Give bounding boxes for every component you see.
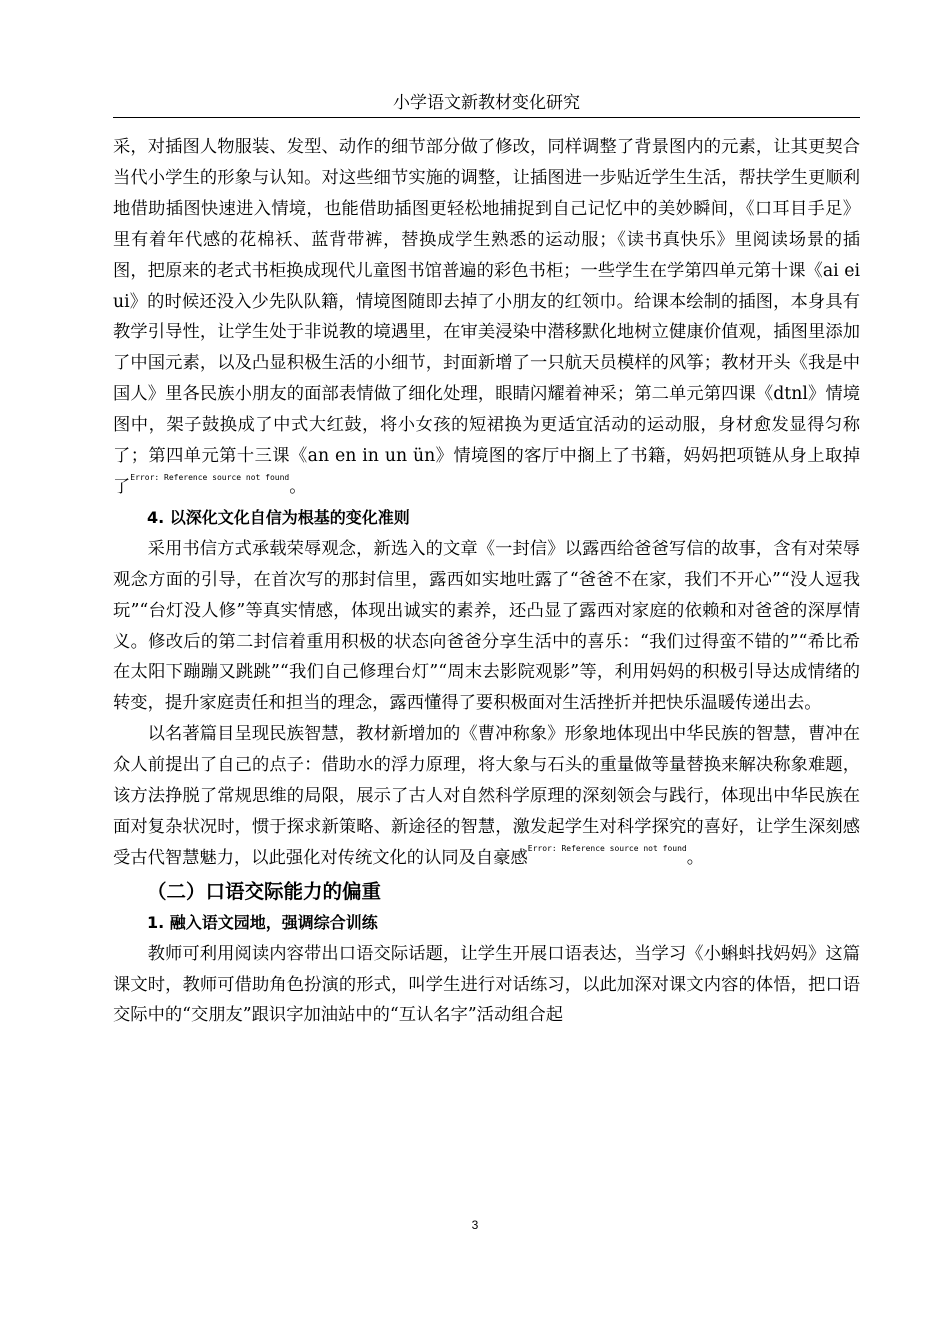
paragraph-text: 采，对插图人物服装、发型、动作的细节部分做了修改，同样调整了背景图内的元素，让其更契合当代小学生的形象与认知。对这些细节实施的调整，让插图进一步贴近学生生活，帮扶学生更顺利地借助插图快速进入情境，也能借助插图更轻松地捕捉到自己记忆中的美妙瞬间，《口耳目手足》里有着年代感的花棉袄、蓝背带裤，替换成学生熟悉的运动服；《读书真快乐》里阅读场景的插图，把原来的老式书柜换成现代儿童图书馆普遍的彩色书柜；一些学生在学第四单元第十课《ai ei ui》的时候还没入少先队队籍，情境图随即去掉了小朋友的红领巾。给课本绘制的插图，本身具有教学引导性，让学生处于非说教的境遇里，在审美浸染中潜移默化地树立健康价值观，插图里添加了中国元素，以及凸显积极生活的小细节，封面新增了一只航天员模样的风筝；教材开头《我是中国人》里各民族小朋友的面部表情做了细化处理，眼睛闪耀着神采；第二单元第四课《dtnl》情境图中，架子鼓换成了中式大红鼓，将小女孩的短裙换为更适宜活动的运动服，身材愈发显得匀称了；第四单元第十三课《an en in un ün》情境图的客厅中搁上了书籍，妈妈把项链从身上取掉了 (113, 137, 860, 497)
paragraph-oral-communication: 教师可利用阅读内容带出口语交际话题，让学生开展口语表达，当学习《小蝌蚪找妈妈》这篇课文时，教师可借助角色扮演的形式，叫学生进行对话练习，以此加深对课文内容的体悟，把口语交际中的“交朋友”跟识字加油站中的“互认名字”活动组合起 (113, 943, 860, 1026)
paragraph-end: 。 (289, 476, 307, 497)
subsection-heading-1: 1. 融入语文园地，强调综合训练 (147, 912, 378, 932)
reference-error: Error: Reference source not found (130, 472, 290, 482)
section-heading-2: （二）口语交际能力的偏重 (147, 879, 382, 903)
running-header: 小学语文新教材变化研究 (393, 93, 580, 113)
paragraph-illustrations (113, 132, 860, 503)
paragraph-letter: 采用书信方式承载荣辱观念，新选入的文章《一封信》以露西给爸爸写信的故事，含有对荣辱观念方面的引导，在首次写的那封信里，露西如实地吐露了“爸爸不在家，我们不开心”“没人逗我玩”“台灯没人修”等真实情感，体现出诚实的素养，还凸显了露西对家庭的依赖和对爸爸的深厚情义。修改后的第二封信着重用积极的状态向爸爸分享生活中的喜乐：“我们过得蛮不错的”“希比希在太阳下蹦蹦又跳跳”“我们自己修理台灯”“周末去影院观影”等，利用妈妈的积极引导达成情绪的转变，提升家庭责任和担当的理念，露西懂得了要积极面对生活挫折并把快乐温暖传递出去。 (113, 538, 860, 714)
paragraph-caochong (113, 719, 860, 874)
reference-error: Error: Reference source not found (527, 843, 687, 853)
page-number: 3 (471, 1218, 479, 1232)
paragraph-text: 以名著篇目呈现民族智慧，教材新增加的《曹冲称象》形象地体现出中华民族的智慧，曹冲在众人前提出了自己的点子：借助水的浮力原理，将大象与石头的重量做等量替换来解决称象难题，该方法挣脱了常规思维的局限，展示了古人对自然科学原理的深刻领会与践行，体现出中华民族在面对复杂状况时，惯于探求新策略、新途径的智慧，激发起学生对科学探究的喜好，让学生深刻感受古代智慧魅力，以此强化对传统文化的认同及自豪感 (113, 724, 860, 868)
section-heading-4: 4. 以深化文化自信为根基的变化准则 (147, 507, 410, 527)
page-body (113, 132, 860, 1031)
paragraph-end: 。 (686, 847, 705, 868)
header-rule (113, 117, 860, 118)
